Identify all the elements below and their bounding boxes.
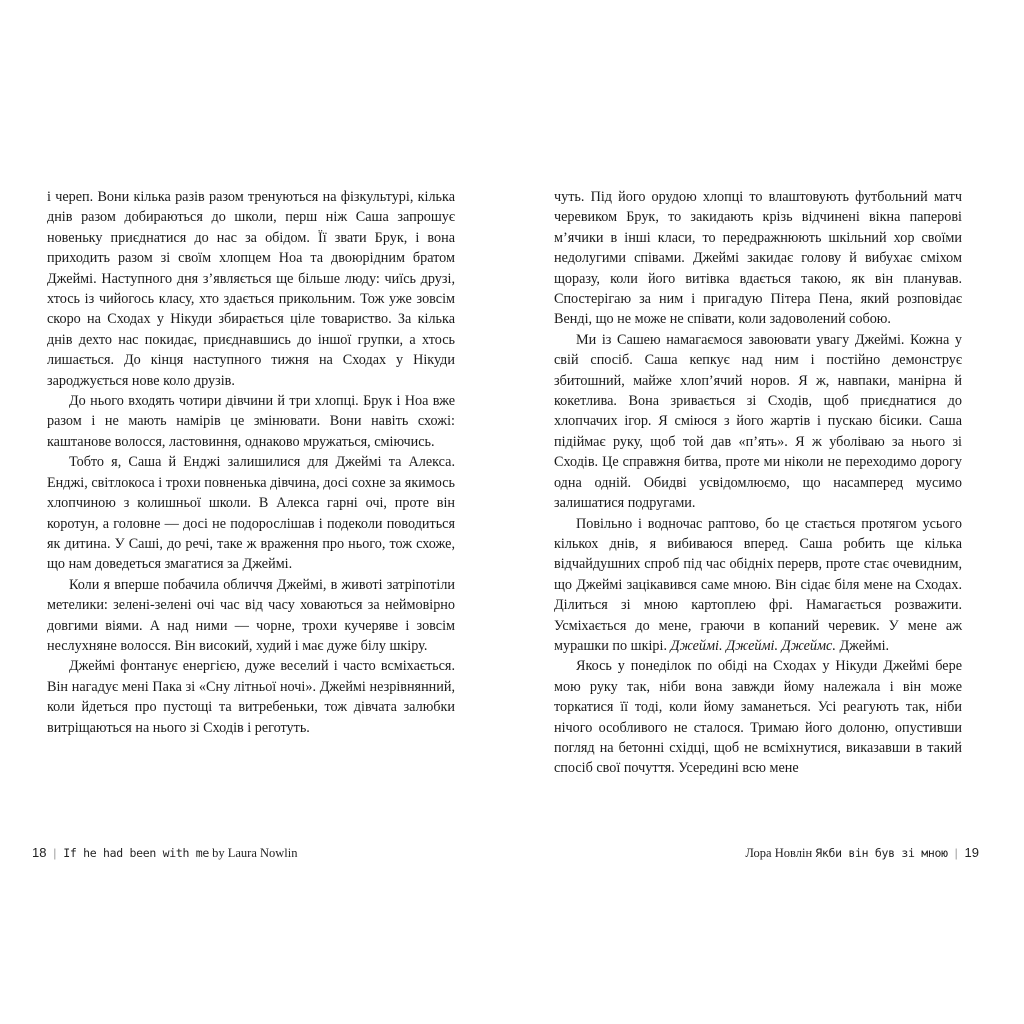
page-number: 19 — [964, 845, 979, 860]
italic-phrase: Джеймі. Джеймі. Джеймс. — [670, 637, 836, 654]
left-page-footer — [32, 845, 298, 861]
book-title: If he had been with me — [63, 846, 209, 860]
paragraph: Якось у понеділок по обіді на Сходах у Нікуди Джеймі бере мою руку так, ніби вона завжди йому належала і він може торкатися її тоді, коли йому заманеться. Усі реагують так, ніби нічого особливого не сталося. Тримаю його долоню, опустивши погляд на бетонні східці, щоб не всміхнутися, виказавши в такий спосіб свої почуття. Усередині всю мене — [554, 658, 962, 777]
page-number: 18 — [32, 845, 47, 860]
footer-separator: | — [53, 846, 57, 860]
paragraph-text: Повільно і водночас раптово, бо це стається протягом усього кількох днів, я вибиваюся вперед. Саша робить ще кілька відчайдушних спроб під час обідніх перерв, проте стає очевидним, що Джеймі зацікавився саме мною. Він сідає біля мене на Сходах. Ділиться зі мною картоплею фрі. Намагається розважити. Усміхається до мене, граючи в копаний черевик. У мене аж мурашки по шкірі. — [554, 515, 962, 654]
paragraph: чуть. Під його орудою хлопці то влаштовують футбольний матч черевиком Брук, то закидають крізь відчинені вікна паперові м’ячики в інші класи, то передражнюють шкільний хор своїми недолугими співами. Джеймі закидає голову й вибухає сміхом щоразу, коли його витівка вдається такою, як він планував. Спостерігаю за ним і пригадую Пітера Пена, який розповідає Венді, що не може не співати, коли задоволений собою. — [554, 189, 962, 328]
paragraph: Джеймі фонтанує енергією, дуже веселий і часто всміхається. Він нагадує мені Пака зі «Сну літньої ночі». Джеймі незрівнянний, коли йдеться про пустощі та витребеньки, тож дівчата залюбки витріщаються на нього зі Сходів і реготуть. — [47, 658, 455, 736]
paragraph-text-end: Джеймі. — [835, 637, 890, 654]
paragraph — [554, 514, 962, 657]
left-page-body — [47, 187, 455, 738]
book-title: Якби він був зі мною — [815, 846, 948, 860]
right-page-body — [554, 187, 962, 779]
author-name: by Laura Nowlin — [212, 846, 298, 860]
paragraph: Ми із Сашею намагаємося завоювати увагу Джеймі. Кожна у свій спосіб. Саша кепкує над ним і постійно демонструє збитошний, майже хлоп’ячий норов. Я ж, навпаки, манірна й кокетлива. Вона зривається зі Сходів, щоб приєднатися до хлопчачих ігор. Я сміюся з його жартів і пускаю бісики. Саша підіймає руку, щоб той дав «п’ять». Я ж уболіваю за нього зі Сходів. Це справжня битва, проте ми ніколи не переходимо дорогу одна одній. Обидві усвідомлюємо, що насамперед мусимо залишатися подругами. — [554, 331, 962, 512]
paragraph: До нього входять чотири дівчини й три хлопці. Брук і Ноа вже разом і не мають намірів це змінювати. Вони навіть схожі: каштанове волосся, ластовиння, однаково мружаться, сміючись. — [47, 393, 455, 450]
paragraph: Коли я вперше побачила обличчя Джеймі, в животі затріпотіли метелики: зелені-зелені очі час від часу ховаються за неймовірно довгими віями. А над ними — чорне, трохи кучеряве і зовсім неслухняне волосся. Він високий, худий і має дуже білу шкіру. — [47, 576, 455, 654]
paragraph: Тобто я, Саша й Енджі залишилися для Джеймі та Алекса. Енджі, світлокоса і трохи повненька дівчина, досі сохне за якимось хлопчиною з колишньої школи. В Алекса гарні очі, проте він коротун, а головне — досі не подорослішав і подеколи поводиться як дитина. У Саші, до речі, таке ж враження про нього, тож схоже, що нам доведеться змагатися за Джеймі. — [47, 454, 455, 573]
footer-separator: | — [954, 846, 958, 860]
right-page-footer — [745, 845, 979, 861]
paragraph: і череп. Вони кілька разів разом тренуються на фізкультурі, кілька днів разом добираються до школи, перш ніж Саша запрошує новеньку приєднатися до нас за обідом. Її звати Брук, і вона приходить разом зі своїм хлопцем Ноа та двоюрідним братом Джеймі. Наступного дня з’являється ще більше люду: чиїсь друзі, хтось із чийогось класу, хто здається прикольним. Тож уже зовсім скоро на Сходах у Нікуди збирається ціле товариство. За кілька днів дехто нас покидає, приєднавшись до іншої групки, а хтось лишається. До кінця наступного тижня на Сходах у Нікуди зароджується нове коло друзів. — [47, 189, 455, 389]
author-name: Лора Новлін — [745, 846, 813, 860]
